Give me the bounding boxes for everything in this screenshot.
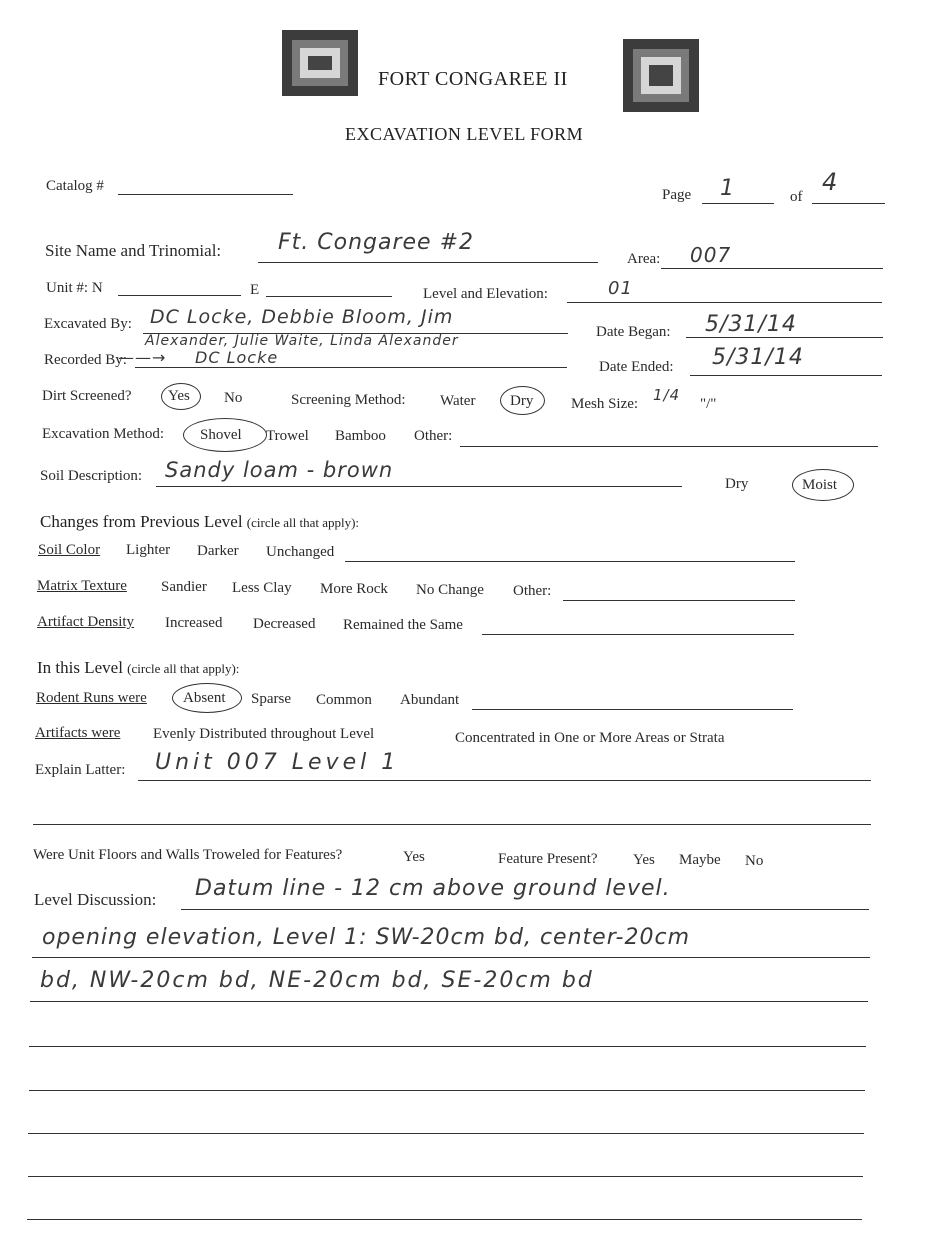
discussion-rule-8[interactable] [27, 1219, 862, 1220]
site-field [258, 262, 598, 263]
soil-color-field[interactable] [345, 561, 795, 562]
artifact-density-label: Artifact Density [37, 614, 135, 630]
troweled-yes[interactable]: Yes [403, 849, 425, 865]
changes-heading-note: (circle all that apply): [246, 515, 360, 530]
catalog-label: Catalog # [46, 178, 104, 194]
mesh-size-label: Mesh Size: [571, 396, 639, 412]
level-elevation-label: Level and Elevation: [423, 286, 548, 302]
soil-color-lighter[interactable]: Lighter [126, 542, 171, 558]
artifacts-concentrated[interactable]: Concentrated in One or More Areas or Strata [455, 730, 725, 746]
level-discussion-line-1[interactable]: Datum line - 12 cm above ground level. [195, 876, 671, 901]
page-label: Page [662, 187, 692, 203]
discussion-rule-1 [181, 909, 869, 910]
discussion-rule-7[interactable] [28, 1176, 863, 1177]
page-value[interactable]: 1 [720, 176, 735, 201]
matrix-less-clay[interactable]: Less Clay [232, 580, 292, 596]
feature-present-maybe[interactable]: Maybe [679, 852, 721, 868]
date-began-field [686, 337, 883, 338]
rodent-absent[interactable]: Absent [183, 690, 226, 706]
density-field[interactable] [482, 634, 794, 635]
recorded-by-field [135, 367, 567, 368]
excavation-other-field[interactable] [460, 446, 878, 447]
recorded-by-arrow: ——→ [118, 348, 167, 367]
recorded-by-label: Recorded By: [44, 352, 127, 368]
screening-water[interactable]: Water [440, 393, 476, 409]
discussion-rule-4[interactable] [29, 1046, 866, 1047]
matrix-no-change[interactable]: No Change [416, 582, 484, 598]
feature-present-no[interactable]: No [745, 853, 764, 869]
explain-latter-field [138, 780, 871, 781]
form-title: FORT CONGAREE II [378, 68, 568, 90]
feature-present-yes[interactable]: Yes [633, 852, 655, 868]
explain-latter-label: Explain Latter: [35, 762, 126, 778]
recorded-by-value[interactable]: DC Locke [195, 348, 279, 367]
unit-e-field[interactable] [266, 296, 392, 297]
mesh-size-value[interactable]: 1/4 [653, 386, 681, 404]
in-level-heading-note: (circle all that apply): [127, 661, 240, 676]
excavated-by-label: Excavated By: [44, 316, 132, 332]
soil-description-field [156, 486, 682, 487]
soil-description-label: Soil Description: [40, 468, 143, 484]
form-subtitle: EXCAVATION LEVEL FORM [345, 124, 584, 144]
level-discussion-label: Level Discussion: [34, 890, 157, 909]
matrix-other-field[interactable] [563, 600, 795, 601]
excavation-method-label: Excavation Method: [42, 426, 165, 442]
density-same[interactable]: Remained the Same [343, 617, 463, 633]
matrix-other-label: Other: [513, 583, 552, 599]
dirt-screened-yes[interactable]: Yes [168, 388, 190, 404]
soil-description-value[interactable]: Sandy loam - brown [165, 458, 394, 482]
date-ended-value[interactable]: 5/31/14 [712, 345, 804, 370]
feature-present-label: Feature Present? [498, 851, 598, 867]
of-label: of [790, 189, 803, 205]
excavated-by-value-1[interactable]: DC Locke, Debbie Bloom, Jim [150, 306, 454, 328]
soil-dry[interactable]: Dry [725, 476, 749, 492]
soil-color-label: Soil Color [38, 542, 101, 558]
seal-right-logo [623, 39, 699, 112]
excavation-shovel[interactable]: Shovel [200, 427, 242, 443]
soil-moist[interactable]: Moist [802, 477, 838, 493]
matrix-sandier[interactable]: Sandier [161, 579, 207, 595]
area-label: Area: [627, 251, 661, 267]
matrix-texture-label: Matrix Texture [37, 578, 127, 594]
unit-e-label: E [250, 282, 260, 298]
catalog-field[interactable] [118, 194, 293, 195]
rodent-common[interactable]: Common [316, 692, 372, 708]
area-field [661, 268, 883, 269]
date-began-label: Date Began: [596, 324, 671, 340]
density-increased[interactable]: Increased [165, 615, 223, 631]
discussion-rule-2 [32, 957, 870, 958]
discussion-rule-3 [30, 1001, 868, 1002]
excavation-bamboo[interactable]: Bamboo [335, 428, 386, 444]
site-value[interactable]: Ft. Congaree #2 [278, 230, 475, 255]
discussion-rule-6[interactable] [28, 1133, 864, 1134]
unit-n-label: Unit #: N [46, 280, 103, 296]
artifacts-evenly[interactable]: Evenly Distributed throughout Level [153, 726, 375, 742]
seal-left-logo [282, 30, 358, 96]
artifacts-were-label: Artifacts were [35, 725, 121, 741]
rodent-runs-label: Rodent Runs were [36, 690, 147, 706]
soil-color-darker[interactable]: Darker [197, 543, 239, 559]
changes-heading-text: Changes from Previous Level [40, 512, 243, 531]
site-label: Site Name and Trinomial: [45, 241, 222, 260]
area-value[interactable]: 007 [690, 243, 732, 267]
date-began-value[interactable]: 5/31/14 [705, 312, 797, 337]
screening-method-label: Screening Method: [291, 392, 406, 408]
dirt-screened-no[interactable]: No [224, 390, 243, 406]
rodent-sparse[interactable]: Sparse [251, 691, 291, 707]
level-discussion-line-3[interactable]: bd, NW-20cm bd, NE-20cm bd, SE-20cm bd [40, 968, 594, 993]
excavation-other-label: Other: [414, 428, 453, 444]
excavation-trowel[interactable]: Trowel [266, 428, 309, 444]
changes-heading [40, 512, 359, 532]
explain-latter-value[interactable]: Unit 007 Level 1 [155, 750, 400, 775]
level-elevation-field [567, 302, 882, 303]
date-ended-label: Date Ended: [599, 359, 674, 375]
discussion-rule-5[interactable] [29, 1090, 865, 1091]
level-elevation-value[interactable]: 01 [608, 278, 633, 299]
explain-extra-line[interactable] [33, 824, 871, 825]
mesh-size-unit: "/" [700, 396, 717, 412]
level-discussion-line-2[interactable]: opening elevation, Level 1: SW-20cm bd, center-20cm [42, 925, 690, 950]
page-field [702, 203, 774, 204]
in-level-heading [37, 658, 239, 678]
troweled-question: Were Unit Floors and Walls Troweled for Features? [33, 847, 343, 863]
of-field [812, 203, 885, 204]
rodent-field[interactable] [472, 709, 793, 710]
soil-color-unchanged[interactable]: Unchanged [266, 544, 335, 560]
in-level-heading-text: In this Level [37, 658, 123, 677]
matrix-more-rock[interactable]: More Rock [320, 581, 388, 597]
rodent-abundant[interactable]: Abundant [400, 692, 460, 708]
date-ended-field [690, 375, 882, 376]
of-value[interactable]: 4 [822, 168, 839, 196]
screening-dry[interactable]: Dry [510, 393, 534, 409]
excavated-by-value-2[interactable]: Alexander, Julie Waite, Linda Alexander [145, 333, 459, 349]
dirt-screened-label: Dirt Screened? [42, 388, 132, 404]
unit-n-field[interactable] [118, 295, 241, 296]
density-decreased[interactable]: Decreased [253, 616, 316, 632]
